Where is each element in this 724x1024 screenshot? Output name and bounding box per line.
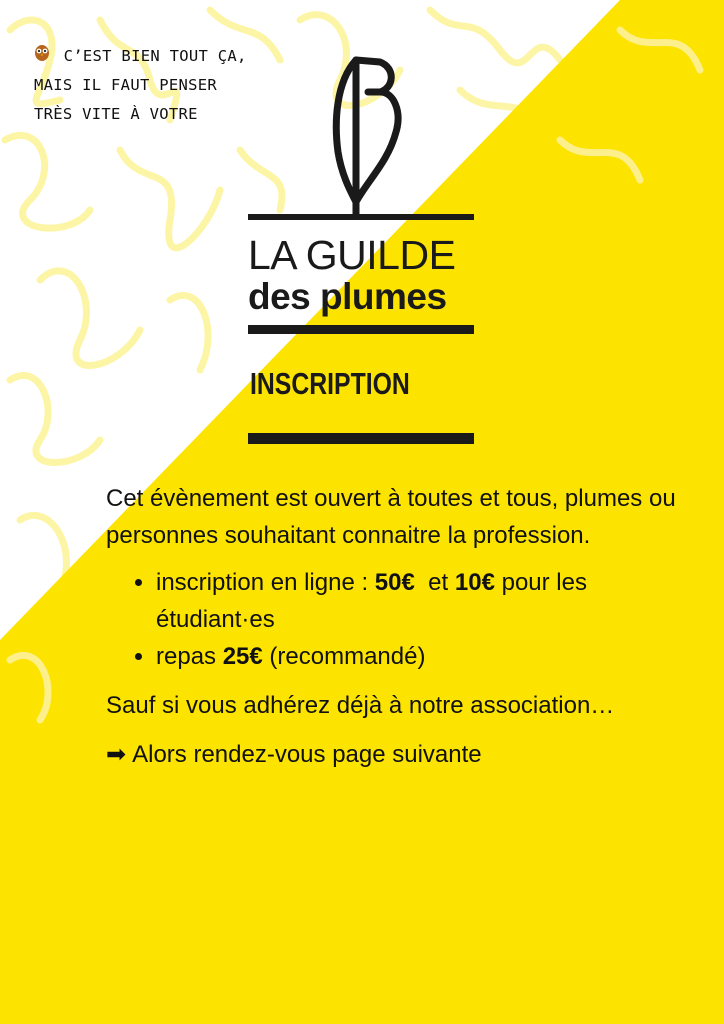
price-online: 50€ xyxy=(374,569,415,596)
quill-icon xyxy=(328,52,408,222)
header-note-line: C’EST BIEN TOUT ÇA, xyxy=(34,42,247,71)
brand-name-line1: LA GUILDE xyxy=(248,232,456,278)
intro-paragraph: Cet évènement est ouvert à toutes et tous, plumes ou personnes souhaitant connaitre la profession. xyxy=(106,485,676,549)
list-item: • repas 25€ (recommandé) xyxy=(156,638,686,675)
header-note xyxy=(34,42,247,129)
next-page-cta: ➡ Alors rendez-vous page suivante xyxy=(106,736,686,773)
header-note-line: TRÈS VITE À VOTRE xyxy=(34,105,198,123)
header-note-line: MAIS IL FAUT PENSER xyxy=(34,76,218,94)
price-student: 10€ xyxy=(454,569,495,596)
logo-divider-top xyxy=(248,214,474,220)
owl-icon xyxy=(34,42,54,71)
list-item: • inscription en ligne : 50€ et 10€ pour les étudiant·es xyxy=(156,564,686,638)
logo-divider-middle xyxy=(248,325,474,334)
arrow-right-icon: ➡ xyxy=(106,741,127,768)
brand-name-line2: des plumes xyxy=(248,276,447,317)
membership-note: Sauf si vous adhérez déjà à notre association… xyxy=(106,692,615,719)
pricing-list xyxy=(106,564,686,675)
logo-divider-bottom xyxy=(248,433,474,444)
body-text xyxy=(106,480,686,773)
price-meal: 25€ xyxy=(222,643,263,670)
page-title: INSCRIPTION xyxy=(250,366,410,401)
